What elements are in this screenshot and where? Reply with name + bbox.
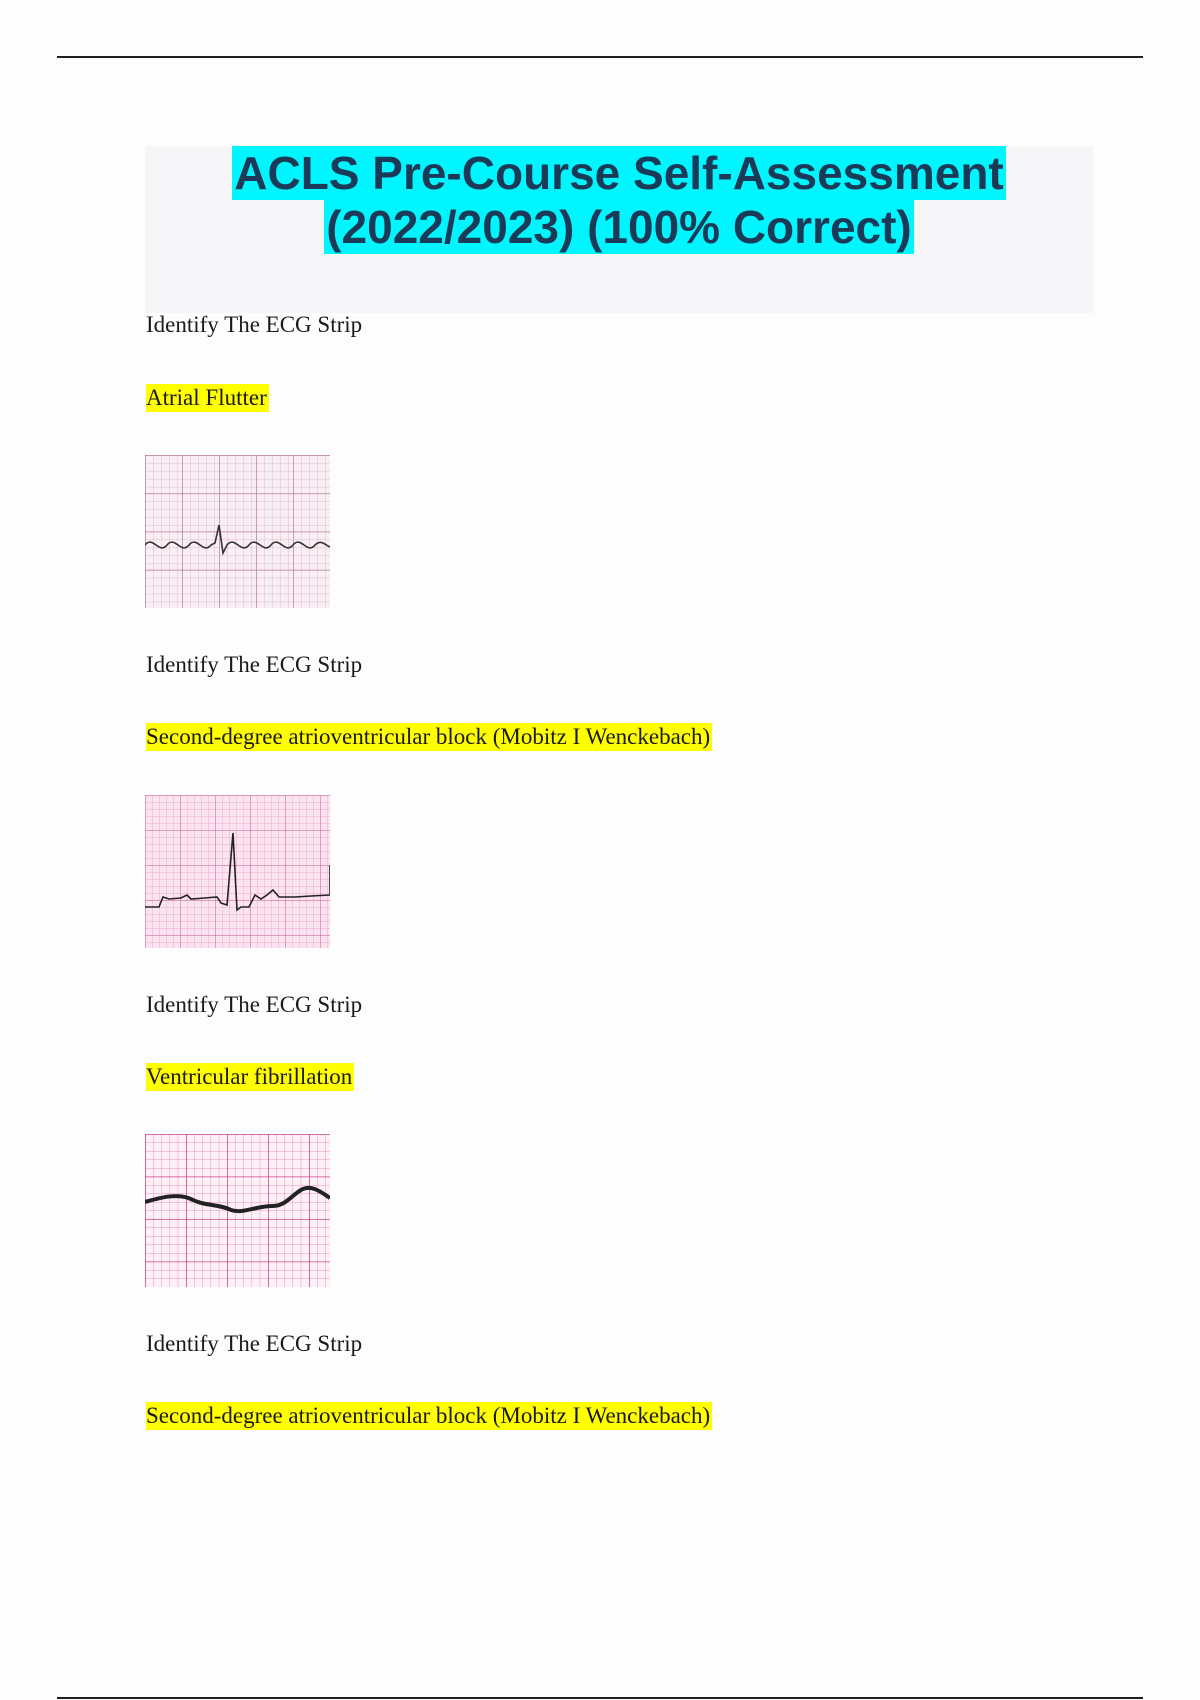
answer-2: Second-degree atrioventricular block (Mobitz I Wenckebach): [146, 724, 711, 749]
mobitz-i-ecg-strip: [145, 795, 330, 948]
page-title-line-2: (2022/2023) (100% Correct): [326, 201, 912, 253]
answer-4: Second-degree atrioventricular block (Mobitz I Wenckebach): [146, 1403, 711, 1428]
question-2: Identify The ECG Strip: [146, 652, 363, 677]
header-rule: [57, 56, 1143, 58]
ventricular-fibrillation-ecg-strip: [145, 1134, 330, 1287]
atrial-flutter-ecg-strip: [145, 455, 330, 608]
page-title-line-1: ACLS Pre-Course Self-Assessment: [234, 147, 1004, 199]
question-3: Identify The ECG Strip: [146, 992, 363, 1017]
footer-rule: [57, 1697, 1143, 1699]
question-1: Identify The ECG Strip: [146, 312, 363, 337]
answer-3: Ventricular fibrillation: [146, 1064, 353, 1089]
answer-1: Atrial Flutter: [146, 385, 267, 410]
title-block: [145, 146, 1093, 313]
question-4: Identify The ECG Strip: [146, 1331, 363, 1356]
